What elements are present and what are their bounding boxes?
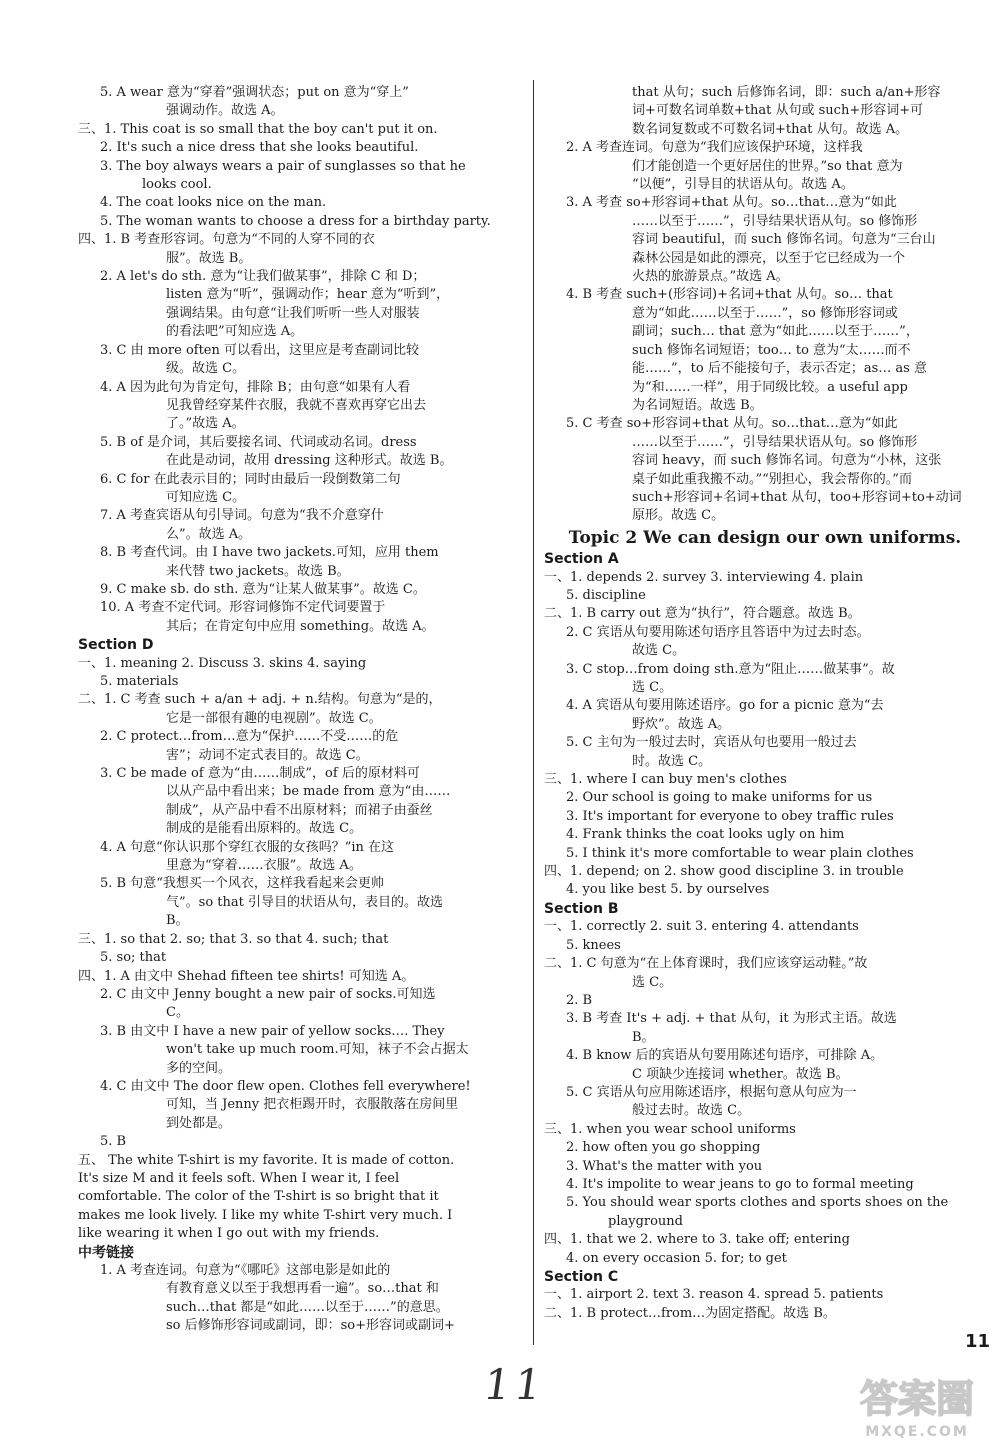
left-column-line: 8. B 考查代词。由 I have two jackets.可知，应用 them bbox=[100, 545, 439, 561]
right-column-line: 3. It's important for everyone to obey traffic rules bbox=[566, 808, 894, 824]
left-column-line: 三、1. This coat is so small that the boy can't put it on. bbox=[78, 121, 438, 137]
right-column-line: that 从句；such 后修饰名词，即：such a/an+形容 bbox=[632, 85, 941, 100]
right-column-line: 4. you like best 5. by ourselves bbox=[566, 882, 770, 898]
right-column-line: 原形。故选 C。 bbox=[632, 508, 725, 524]
right-column-line: 4. B know 后的宾语从句要用陈述句语序，可排除 A。 bbox=[566, 1048, 884, 1064]
right-column-line: 一、1. correctly 2. suit 3. entering 4. attendants bbox=[544, 919, 859, 935]
right-column-line: 3. What's the matter with you bbox=[566, 1158, 763, 1174]
right-column bbox=[544, 84, 986, 1323]
right-column-line: 3. A 考查 so+形容词+that 从句。so…that…意为“如此 bbox=[566, 195, 897, 211]
left-column-line: 4. The coat looks nice on the man. bbox=[100, 195, 327, 211]
right-column-line: 2. A 考查连词。句意为“我们应该保护环境，这样我 bbox=[566, 140, 863, 156]
left-column-line: 它是一部很有趣的电视剧”。故选 C。 bbox=[166, 710, 382, 726]
right-column-line: 4. on every occasion 5. for; to get bbox=[566, 1250, 787, 1266]
right-column-line: 四、1. that we 2. where to 3. take off; entering bbox=[544, 1232, 850, 1248]
right-column-line: 时。故选 C。 bbox=[632, 753, 712, 769]
right-column-line: 5. C 主句为一般过去时，宾语从句也要用一般过去 bbox=[566, 735, 857, 751]
left-column-line: 4. A 因为此句为肯定句，排除 B；由句意“如果有人看 bbox=[100, 379, 411, 395]
right-column-line: 森林公园是如此的漂亮，以至于它已经成为一个 bbox=[632, 250, 906, 266]
right-column-line: 数名词复数或不可数名词+that 从句。故选 A。 bbox=[632, 121, 909, 137]
right-column-line: Section C bbox=[544, 1269, 619, 1285]
right-column-line: ……以至于……”，引导结果状语从句。so 修饰形 bbox=[632, 213, 918, 229]
left-column-line: 5. B 句意“我想买一个风衣，这样我看起来会更帅 bbox=[100, 876, 384, 892]
left-column-line: 五、 The white T-shirt is my favorite. It is made of cotton. bbox=[78, 1152, 455, 1168]
left-column-line: 其后；在肯定句中应用 something。故选 A。 bbox=[166, 618, 435, 634]
left-column-line: 2. It's such a nice dress that she looks beautiful. bbox=[100, 140, 419, 156]
right-column-line: 们才能创造一个更好居住的世界。”so that 意为 bbox=[632, 158, 903, 174]
right-column-line: 为名词短语。故选 B。 bbox=[632, 397, 763, 413]
right-column-line: 野炊”。故选 A。 bbox=[632, 716, 731, 732]
left-column-line: 来代替 two jackets。故选 B。 bbox=[166, 563, 350, 579]
left-column-line: comfortable. The color of the T-shirt is so bright that it bbox=[78, 1189, 439, 1205]
left-column-line: 4. C 由文中 The door flew open. Clothes fell everywhere! bbox=[100, 1078, 471, 1094]
column-divider bbox=[533, 80, 534, 1345]
handwritten-page-number: 11 bbox=[480, 1360, 549, 1409]
right-column-line: 5. C 宾语从句应用陈述语序，根据句意从句应为一 bbox=[566, 1084, 857, 1100]
left-column-line: 以从产品中看出来；be made from 意为“由…… bbox=[166, 784, 451, 800]
left-column-line: 见我曾经穿某件衣服，我就不喜欢再穿它出去 bbox=[166, 397, 427, 413]
right-column-line: 3. C stop…from doing sth.意为“阻止……做某事”。故 bbox=[566, 661, 895, 677]
left-column-line: 服”。故选 B。 bbox=[166, 250, 252, 266]
left-column-line: 二、1. C 考查 such + a/an + adj. + n.结构。句意为“是的， bbox=[78, 692, 442, 708]
left-column-line: 5. B bbox=[100, 1134, 127, 1150]
left-column-line: 5. B of 是介词，其后要接名词、代词或动名词。dress bbox=[100, 434, 417, 450]
left-column-line: 里意为“穿着……衣服”。故选 A。 bbox=[166, 858, 362, 874]
right-column-line: 火热的旅游景点。”故选 A。 bbox=[632, 269, 789, 285]
right-column-line: Topic 2 We can design our own uniforms. bbox=[568, 527, 962, 548]
right-column-line: 5. I think it's more comfortable to wear plain clothes bbox=[566, 845, 914, 861]
right-column-line: 意为“如此……以至于……”，so 修饰形容词或 bbox=[632, 305, 898, 321]
right-column-line: 一、1. airport 2. text 3. reason 4. spread 5. patients bbox=[544, 1287, 884, 1303]
left-column-line: 制成”，从产品中看不出原材料；而裙子由蚕丝 bbox=[166, 802, 433, 818]
watermark-main-text: 答案圈 bbox=[859, 1377, 975, 1421]
left-column-line: 2. C protect…from…意为“保护……不受……的危 bbox=[100, 729, 399, 745]
right-column-line: Section A bbox=[544, 551, 619, 568]
right-column-line: 5. discipline bbox=[566, 587, 646, 603]
right-column-line: 4. B 考查 such+(形容词)+名词+that 从句。so… that bbox=[566, 287, 893, 303]
left-column-line: 四、1. A 由文中 Shehad fifteen tee shirts! 可知选 A。 bbox=[78, 968, 415, 984]
right-column-line: 容词 beautiful，而 such 修饰名词。句意为“三台山 bbox=[632, 232, 936, 248]
left-column-line: 级。故选 C。 bbox=[166, 361, 246, 377]
right-column-line: 二、1. B protect…from…为固定搭配。故选 B。 bbox=[544, 1305, 836, 1321]
right-column-line: C 项缺少连接词 whether。故选 B。 bbox=[632, 1066, 849, 1082]
right-column-line: 5. C 考查 so+形容词+that 从句。so…that…意为“如此 bbox=[566, 416, 898, 432]
left-column-line: 3. B 由文中 I have a new pair of yellow socks…. They bbox=[100, 1023, 445, 1039]
left-column-line: 气”。so that 引导目的状语从句，表目的。故选 bbox=[166, 894, 443, 910]
left-column-line: so 后修饰形容词或副词，即：so+形容词或副词+ bbox=[166, 1318, 455, 1334]
left-column-line: like wearing it when I go out with my friends. bbox=[78, 1226, 380, 1242]
left-column-line: 强调动作。故选 A。 bbox=[166, 103, 284, 119]
right-column-line: Section B bbox=[544, 900, 619, 917]
left-column-line: 了。”故选 A。 bbox=[166, 416, 245, 432]
right-column-line: 2. Our school is going to make uniforms for us bbox=[566, 790, 873, 806]
right-column-line: playground bbox=[608, 1213, 684, 1229]
left-column-line: won't take up much room.可知，袜子不会占据太 bbox=[166, 1042, 469, 1058]
left-column-line: 2. A let's do sth. 意为“让我们做某事”，排除 C 和 D； bbox=[100, 269, 426, 285]
right-column-line: 4. It's impolite to wear jeans to go to formal meeting bbox=[566, 1176, 914, 1192]
right-column-line: ……以至于……”，引导结果状语从句。so 修饰形 bbox=[632, 434, 918, 450]
right-column-line: “以便”，引导目的状语从句。故选 A。 bbox=[632, 177, 854, 193]
right-column-line: 副词；such… that 意为“如此……以至于……”， bbox=[632, 324, 919, 340]
left-column-line: 有教育意义以至于我想再看一遍”。so…that 和 bbox=[166, 1281, 439, 1297]
left-column-line: 四、1. B 考查形容词。句意为“不同的人穿不同的衣 bbox=[78, 232, 375, 248]
left-column-line: 6. C for 在此表示目的；同时由最后一段倒数第二句 bbox=[100, 471, 401, 487]
left-column-line: 7. A 考查宾语从句引导词。句意为“我不介意穿什 bbox=[100, 508, 384, 524]
left-column-line: Section D bbox=[78, 637, 154, 654]
right-column-line: 般过去时。故选 C。 bbox=[632, 1103, 751, 1119]
left-column-line: makes me look lively. I like my white T-shirt very much. I bbox=[78, 1207, 453, 1223]
left-column-line: 10. A 考查不定代词。形容词修饰不定代词要置于 bbox=[100, 600, 386, 616]
page-number: 11 bbox=[964, 1331, 990, 1352]
left-column-line: 强调结果。由句意“让我们听听一些人对服装 bbox=[166, 305, 420, 321]
left-column-line: 害”；动词不定式表目的。故选 C。 bbox=[166, 747, 369, 763]
left-column-line: 一、1. meaning 2. Discuss 3. skins 4. saying bbox=[78, 655, 367, 671]
right-column-line: 四、1. depend; on 2. show good discipline 3. in trouble bbox=[544, 864, 904, 880]
right-column-line: 桌子如此重我搬不动。”“别担心，我会帮你的。”而 bbox=[632, 471, 912, 487]
right-column-line: 一、1. depends 2. survey 3. interviewing 4. plain bbox=[544, 569, 864, 585]
left-column-line: 5. materials bbox=[100, 674, 179, 689]
left-column-line: It's size M and it feels soft. When I wear it, I feel bbox=[78, 1170, 400, 1186]
left-column-line: 3. C 由 more often 可以看出，这里应是考查副词比较 bbox=[100, 342, 420, 358]
right-column-line: 为“和……一样”，用于同级比较。a useful app bbox=[632, 379, 908, 395]
left-column-line: 9. C make sb. do sth. 意为“让某人做某事”。故选 C。 bbox=[100, 581, 426, 597]
left-column-line: 到处都是。 bbox=[166, 1115, 232, 1131]
left-column-line: 么”。故选 A。 bbox=[166, 526, 252, 542]
right-column-line: 2. B bbox=[566, 992, 593, 1008]
left-column-line: 3. The boy always wears a pair of sunglasses so that he bbox=[100, 158, 466, 174]
right-column-line: 故选 C。 bbox=[632, 643, 686, 659]
right-column-line: 三、1. where I can buy men's clothes bbox=[544, 772, 787, 788]
left-column-line: B。 bbox=[166, 913, 189, 929]
left-column-line: 制成的是能看出原料的。故选 C。 bbox=[166, 821, 363, 837]
right-column-line: 三、1. when you wear school uniforms bbox=[544, 1121, 796, 1137]
right-column-line: 4. A 宾语从句要用陈述语序。go for a picnic 意为“去 bbox=[566, 698, 884, 714]
left-column-line: 2. C 由文中 Jenny bought a new pair of socks.可知选 bbox=[100, 986, 436, 1002]
right-column-line: 容词 heavy，而 such 修饰名词。句意为“小林，这张 bbox=[632, 453, 942, 469]
left-column-line: 可知应选 C。 bbox=[166, 489, 246, 505]
right-column-line: 选 C。 bbox=[632, 680, 673, 695]
right-column-line: 4. Frank thinks the coat looks ugly on him bbox=[566, 827, 845, 843]
right-column-line: 5. You should wear sports clothes and sports shoes on the bbox=[566, 1195, 949, 1211]
left-column-line: 5. A wear 意为“穿着”强调状态；put on 意为“穿上” bbox=[100, 85, 409, 100]
left-column-line: 三、1. so that 2. so; that 3. so that 4. such; that bbox=[78, 931, 389, 947]
left-column-line: C。 bbox=[166, 1005, 189, 1021]
left-column-line: 5. so; that bbox=[100, 950, 167, 966]
left-column bbox=[78, 84, 523, 1336]
right-column-line: B。 bbox=[632, 1029, 655, 1045]
left-column-line: looks cool. bbox=[142, 177, 212, 193]
left-column-line: such…that 都是“如此……以至于……”的意思。 bbox=[166, 1299, 449, 1315]
right-column-line: 词+可数名词单数+that 从句或 such+形容词+可 bbox=[632, 103, 924, 119]
right-column-line: such+形容词+名词+that 从句，too+形容词+to+动词 bbox=[632, 489, 962, 505]
right-column-line: 二、1. B carry out 意为“执行”，符合题意。故选 B。 bbox=[544, 606, 861, 622]
left-column-line: 4. A 句意“你认识那个穿红衣服的女孩吗？”in 在这 bbox=[100, 839, 395, 855]
left-column-line: 5. The woman wants to choose a dress for a birthday party. bbox=[100, 213, 491, 229]
left-column-line: 中考链接 bbox=[78, 1244, 134, 1261]
left-column-line: 多的空间。 bbox=[166, 1060, 232, 1076]
right-column-line: 5. knees bbox=[566, 937, 621, 953]
right-column-line: 能……”，to 后不能接句子，表示否定；as… as 意 bbox=[632, 361, 927, 377]
right-column-line: 选 C。 bbox=[632, 974, 673, 990]
right-column-line: 3. B 考查 It's + adj. + that 从句，it 为形式主语。故选 bbox=[566, 1011, 897, 1027]
left-column-line: 1. A 考查连词。句意为“《哪吒》这部电影是如此的 bbox=[100, 1263, 391, 1278]
right-column-line: 二、1. C 句意为“在上体育课时，我们应该穿运动鞋。”故 bbox=[544, 956, 868, 972]
right-column-line: such 修饰名词短语；too… to 意为“太……而不 bbox=[632, 342, 911, 358]
left-column-line: 的看法吧”可知应选 A。 bbox=[166, 324, 304, 340]
watermark-logo bbox=[842, 1368, 992, 1443]
left-column-line: 3. C be made of 意为“由……制成”，of 后的原材料可 bbox=[100, 766, 420, 782]
right-column-line: 2. C 宾语从句要用陈述句语序且答语中为过去时态。 bbox=[566, 624, 870, 640]
left-column-line: listen 意为“听”，强调动作；hear 意为“听到”， bbox=[166, 287, 450, 303]
right-column-line: 2. how often you go shopping bbox=[566, 1140, 761, 1156]
left-column-line: 在此是动词，故用 dressing 这种形式。故选 B。 bbox=[166, 453, 453, 469]
left-column-line: 可知，当 Jenny 把衣柜踢开时，衣服散落在房间里 bbox=[166, 1097, 459, 1113]
watermark-url-text: MXQE.COM bbox=[865, 1424, 969, 1440]
